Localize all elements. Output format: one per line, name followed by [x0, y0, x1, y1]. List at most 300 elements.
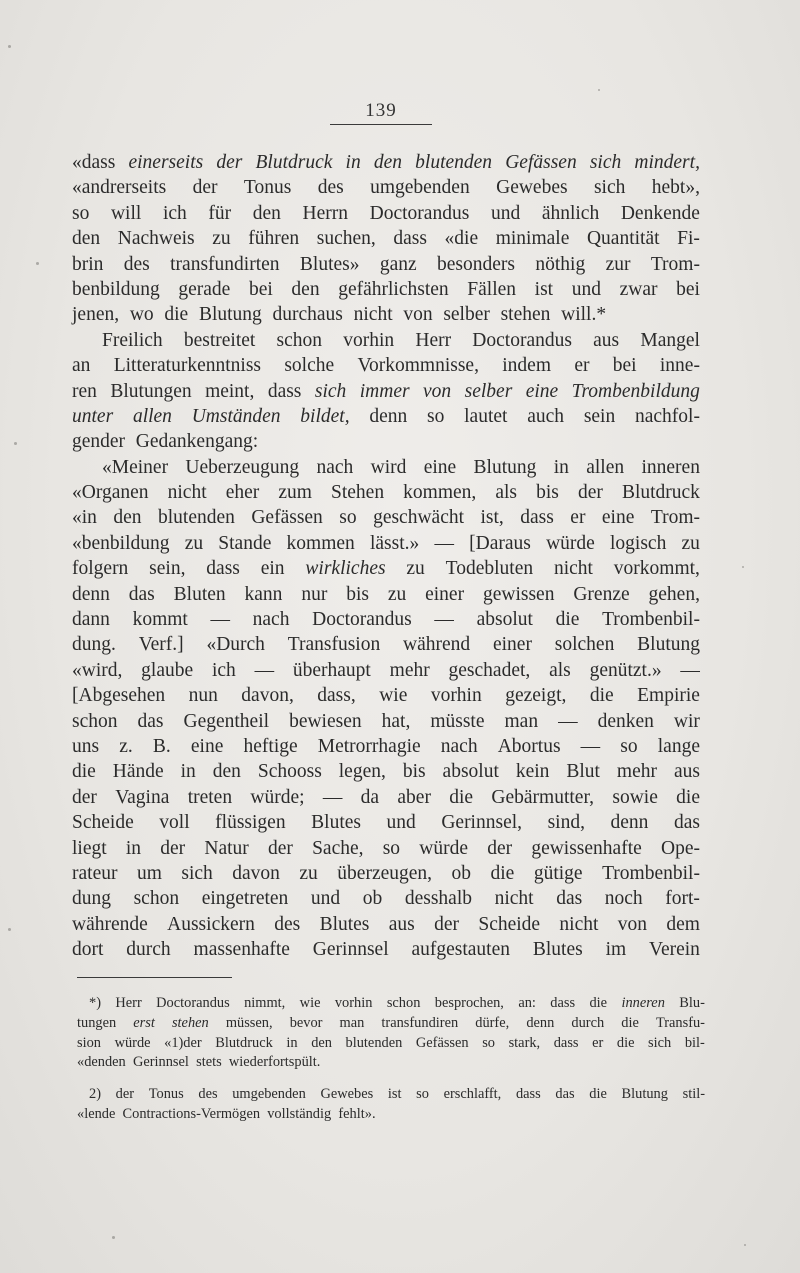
word: sion: [77, 1034, 101, 1051]
word: Blutung: [637, 634, 700, 656]
word: Doctorandus: [156, 995, 230, 1011]
word: von: [403, 304, 433, 326]
word: Freilich: [102, 329, 163, 351]
footnote: [77, 1085, 705, 1125]
word: einer: [492, 634, 532, 656]
word: Blutes: [311, 812, 361, 834]
word: Blutes: [319, 913, 370, 935]
word: «dass: [72, 152, 116, 173]
word: —: [580, 735, 601, 757]
text-line: [72, 937, 700, 962]
word: aber: [397, 786, 431, 808]
word: ganz: [379, 253, 417, 275]
word: Verein: [649, 939, 700, 961]
word: —: [434, 532, 454, 554]
word: genützt.»: [589, 659, 662, 681]
word: so: [382, 837, 401, 859]
word: Doctorandus: [369, 202, 470, 224]
word: brin: [72, 253, 104, 275]
word: so: [339, 507, 357, 529]
text-line: [72, 277, 700, 302]
word: während: [403, 634, 471, 656]
text-line: [72, 175, 700, 200]
word: Schooss: [257, 761, 322, 783]
word: Gerinnsel: [312, 939, 389, 961]
word: so: [620, 735, 638, 757]
word: das: [673, 812, 700, 834]
word: denn: [526, 1014, 555, 1031]
word: Blut: [566, 761, 600, 783]
word: zu: [212, 228, 231, 250]
word: logisch: [609, 532, 667, 554]
word: wo: [129, 304, 154, 326]
word: den: [212, 761, 241, 783]
word: im: [605, 939, 627, 961]
word: sein,: [149, 558, 186, 580]
word: vorhin: [430, 685, 482, 707]
word: nun: [188, 685, 218, 707]
word: denn: [610, 812, 649, 834]
word: Scheide: [72, 812, 134, 834]
word: Herrn: [302, 202, 349, 224]
word: kommen: [286, 532, 355, 554]
word: zum: [278, 482, 312, 504]
word: immer: [359, 380, 410, 402]
print-speck: [112, 1236, 115, 1239]
word: das: [556, 888, 583, 910]
word: bei: [248, 278, 273, 300]
word: an:: [518, 995, 536, 1011]
word: sich: [589, 152, 622, 173]
word: währende: [72, 913, 148, 935]
word: gewissenhafte: [531, 837, 642, 859]
word: er: [592, 1034, 604, 1051]
footnote-line: [77, 1085, 705, 1105]
word: bestreitet: [183, 329, 256, 351]
word: würde: [419, 837, 468, 859]
word: dass: [267, 380, 302, 402]
word: zwar: [619, 278, 658, 300]
word: Tonus: [243, 177, 292, 199]
word: Blu-: [679, 995, 705, 1011]
word: für: [208, 202, 232, 224]
word: Hände: [112, 761, 164, 783]
word: Gewebes: [320, 1086, 374, 1103]
word: der: [487, 837, 513, 859]
word: allen: [586, 456, 625, 478]
text-line: [72, 429, 700, 454]
word: geschwächt: [373, 507, 465, 529]
word: Doctorandus: [312, 609, 412, 631]
word: «lende: [77, 1105, 116, 1122]
word: «die: [444, 228, 479, 250]
word: eine: [601, 507, 635, 529]
word: zu: [299, 862, 318, 884]
word: mindert,: [634, 152, 700, 173]
footnote-line: [77, 1053, 705, 1073]
word: die: [621, 1014, 639, 1031]
word: die: [589, 995, 608, 1011]
word: stehen: [171, 1014, 209, 1031]
word: geschadet,: [448, 659, 531, 681]
word: Trombenbil-: [602, 609, 700, 631]
word: in: [345, 152, 361, 173]
word: der: [192, 177, 218, 199]
word: vorhin: [334, 995, 373, 1011]
word: nicht: [553, 558, 593, 580]
text-line: [72, 328, 700, 353]
word: inne-: [659, 355, 700, 377]
word: rateur: [72, 862, 118, 884]
word: «denden: [77, 1054, 126, 1071]
word: des: [317, 177, 344, 199]
word: dem: [666, 913, 700, 935]
footnote-rule: [77, 977, 232, 978]
word: Stande: [218, 532, 272, 554]
word: die: [490, 862, 515, 884]
text-line: [72, 607, 700, 632]
text-line: [72, 785, 700, 810]
word: Mangel: [640, 329, 700, 351]
word: Transfu-: [655, 1014, 705, 1031]
word: Transfusion: [287, 634, 381, 656]
word: sich: [314, 380, 347, 402]
word: Blutes»: [299, 253, 360, 275]
word: B.: [152, 735, 171, 757]
word: ein: [260, 558, 285, 580]
word: jenen,: [72, 304, 120, 326]
word: z.: [119, 735, 133, 757]
word: benbildung: [72, 278, 160, 300]
word: den: [72, 228, 101, 250]
word: gerade: [178, 278, 231, 300]
word: ich: [211, 659, 236, 681]
print-speck: [14, 442, 17, 445]
word: absolut: [442, 761, 499, 783]
text-line: [72, 734, 700, 759]
word: würde: [114, 1034, 151, 1051]
word: gütige: [533, 862, 583, 884]
word: eher: [225, 482, 260, 504]
text-line: [72, 836, 700, 861]
word: eine: [190, 735, 224, 757]
word: Stehen: [331, 482, 385, 504]
word: *): [89, 995, 101, 1011]
word: schon: [72, 710, 118, 732]
word: der: [577, 482, 603, 504]
word: dürfe,: [475, 1014, 510, 1031]
word: würde: [546, 532, 595, 554]
word: würde;: [250, 786, 305, 808]
word: nach: [316, 456, 354, 478]
word: den: [373, 152, 403, 173]
footnote: [77, 994, 705, 1073]
word: stets: [196, 1054, 222, 1071]
word: ich: [162, 202, 187, 224]
word: man: [504, 710, 539, 732]
word: durch: [126, 939, 171, 961]
word: massenhafte: [193, 939, 290, 961]
word: so: [72, 202, 90, 224]
word: Litteraturkenntniss: [113, 355, 262, 377]
word: Gerinnsel,: [441, 812, 523, 834]
word: hebt»,: [651, 177, 700, 199]
word: Blutdruck: [255, 152, 333, 173]
text-line: [72, 886, 700, 911]
word: Grenze: [573, 583, 630, 605]
word: ist: [534, 278, 554, 300]
word: umgebenden: [232, 1086, 306, 1103]
word: der: [434, 913, 459, 935]
word: «in: [72, 507, 97, 529]
word: bis: [346, 583, 369, 605]
text-line: [72, 912, 700, 937]
word: einer: [425, 583, 465, 605]
word: als: [549, 659, 571, 681]
word: «Organen: [72, 482, 149, 504]
word: tungen: [77, 1014, 117, 1031]
word: Empirie: [637, 685, 700, 707]
word: bil-: [684, 1034, 705, 1051]
word: Trom-: [650, 507, 700, 529]
word: Trom-: [650, 253, 700, 275]
word: zur: [605, 253, 631, 275]
word: in: [125, 837, 142, 859]
word: heftige: [243, 735, 298, 757]
word: sind,: [547, 812, 585, 834]
word: der: [267, 837, 293, 859]
word: Natur: [204, 837, 249, 859]
word: Herr: [115, 995, 142, 1011]
word: der: [216, 152, 243, 173]
word: von: [617, 913, 648, 935]
word: zu: [406, 558, 425, 580]
word: dass: [520, 507, 554, 529]
word: Quantität: [586, 228, 660, 250]
word: ob: [362, 888, 383, 910]
word: Doctorandus: [472, 329, 572, 351]
word: Gewebes: [496, 177, 568, 199]
word: mehr: [616, 761, 657, 783]
word: nicht: [559, 913, 599, 935]
word: schon: [386, 995, 421, 1011]
word: blutenden: [415, 152, 493, 173]
text-line: [72, 582, 700, 607]
word: und: [490, 202, 521, 224]
word: Herr: [415, 329, 452, 351]
word: Blutes: [532, 939, 583, 961]
word: das: [137, 710, 164, 732]
text-line: [72, 632, 700, 657]
word: dung: [72, 888, 111, 910]
word: unter: [72, 405, 114, 427]
word: Blutungen: [110, 380, 192, 402]
word: kommt: [132, 609, 188, 631]
word: bildet,: [300, 405, 350, 427]
word: einerseits: [128, 152, 204, 173]
word: [Daraus: [469, 532, 531, 554]
word: da: [360, 786, 380, 808]
word: dann: [72, 609, 110, 631]
word: Blutung: [198, 304, 262, 326]
word: und: [386, 812, 416, 834]
word: müssen,: [225, 1014, 273, 1031]
word: vorhin: [343, 329, 395, 351]
footnotes: [77, 994, 705, 1125]
word: aus: [673, 761, 700, 783]
word: eine: [423, 456, 457, 478]
word: so: [482, 1034, 495, 1051]
word: meint,: [205, 380, 255, 402]
word: Ueberzeugung: [185, 456, 300, 478]
word: an: [72, 355, 91, 377]
print-speck: [8, 928, 11, 931]
word: die: [616, 1034, 635, 1051]
text-line: [72, 658, 700, 683]
word: die: [72, 761, 96, 783]
word: als: [495, 482, 518, 504]
word: dass: [515, 1086, 541, 1103]
word: solchen: [554, 634, 615, 656]
word: «1)der: [164, 1034, 202, 1051]
word: sich: [593, 177, 626, 199]
word: denn: [369, 405, 408, 427]
text-line: [72, 505, 700, 530]
word: legen,: [338, 761, 386, 783]
print-speck: [598, 89, 600, 91]
word: den: [113, 507, 142, 529]
word: indem: [502, 355, 552, 377]
word: transfundiren: [381, 1014, 459, 1031]
word: wie: [299, 995, 321, 1011]
word: Gefässen: [505, 152, 577, 173]
word: ist,: [480, 507, 504, 529]
word: Todebluten: [445, 558, 534, 580]
word: nur: [301, 583, 328, 605]
text-line: [72, 810, 700, 835]
word: sein: [583, 405, 616, 427]
word: vorkommt,: [613, 558, 700, 580]
word: Sache,: [312, 837, 364, 859]
word: er: [574, 355, 590, 377]
word: «wird,: [72, 659, 123, 681]
word: Contractions-Vermögen: [122, 1105, 261, 1122]
word: überzeugen,: [337, 862, 433, 884]
word: davon,: [241, 685, 294, 707]
word: Gefässen: [251, 507, 323, 529]
word: die: [589, 685, 614, 707]
word: Scheide: [478, 913, 541, 935]
word: zu: [387, 583, 407, 605]
word: wiederfortspült.: [228, 1054, 321, 1071]
word: auch: [527, 405, 565, 427]
word: durchaus: [272, 304, 343, 326]
word: stark,: [508, 1034, 541, 1051]
word: Trombenbildung: [571, 380, 700, 402]
word: bis: [536, 482, 559, 504]
word: mehr: [389, 659, 430, 681]
word: «andrerseits: [72, 177, 167, 199]
word: Fällen: [467, 278, 517, 300]
text-line: [72, 861, 700, 886]
word: nimmt,: [244, 995, 286, 1011]
word: müsste: [430, 710, 485, 732]
word: gewissen: [482, 583, 555, 605]
word: bei: [676, 278, 700, 300]
text-line: [72, 150, 700, 175]
word: gender: [72, 431, 126, 453]
text-line: [72, 252, 700, 277]
word: uns: [72, 735, 100, 757]
word: gefährlichsten: [338, 278, 449, 300]
word: in: [553, 456, 569, 478]
footnote-line: [77, 1034, 705, 1054]
word: ähnlich: [541, 202, 600, 224]
word: von: [423, 380, 452, 402]
word: Abortus: [497, 735, 561, 757]
word: lässt.»: [369, 532, 420, 554]
word: nach: [252, 609, 290, 631]
footnote-line: [77, 1105, 705, 1125]
word: transfundirten: [170, 253, 280, 275]
word: dass,: [317, 685, 356, 707]
word: nachfol-: [635, 405, 700, 427]
word: noch: [604, 888, 643, 910]
main-text: [72, 150, 700, 963]
word: «Meiner: [102, 456, 169, 478]
print-speck: [8, 45, 11, 48]
word: Gedankengang:: [135, 431, 259, 453]
word: allen: [132, 405, 172, 427]
text-line: [72, 201, 700, 226]
word: minimale: [495, 228, 570, 250]
word: wir: [673, 710, 700, 732]
word: Metrorrhagie: [317, 735, 421, 757]
text-line: [72, 353, 700, 378]
word: der: [160, 837, 186, 859]
footnote-line: [77, 1014, 705, 1034]
word: Verf.]: [138, 634, 184, 656]
word: sowie: [612, 786, 658, 808]
word: und: [310, 888, 341, 910]
print-speck: [742, 566, 744, 568]
word: absolut: [476, 609, 533, 631]
word: suchen,: [316, 228, 376, 250]
word: dass: [206, 558, 240, 580]
text-line: [72, 556, 700, 581]
word: selber: [443, 304, 490, 326]
word: Vagina: [115, 786, 170, 808]
word: Blutdruck: [215, 1034, 273, 1051]
word: bevor: [289, 1014, 323, 1031]
word: —: [558, 710, 578, 732]
word: inneren: [641, 456, 700, 478]
page-number-rule: [330, 124, 432, 125]
word: dass: [553, 1034, 579, 1051]
word: denken: [597, 710, 654, 732]
word: besprochen,: [434, 995, 504, 1011]
word: Blutdruck: [621, 482, 700, 504]
print-speck: [744, 1244, 746, 1246]
text-line: [72, 531, 700, 556]
word: solche: [284, 355, 335, 377]
word: stehen: [500, 304, 551, 326]
word: selber: [464, 380, 513, 402]
word: stil-: [682, 1086, 705, 1103]
word: bewiesen: [289, 710, 362, 732]
word: ob: [451, 862, 472, 884]
word: er: [570, 507, 586, 529]
